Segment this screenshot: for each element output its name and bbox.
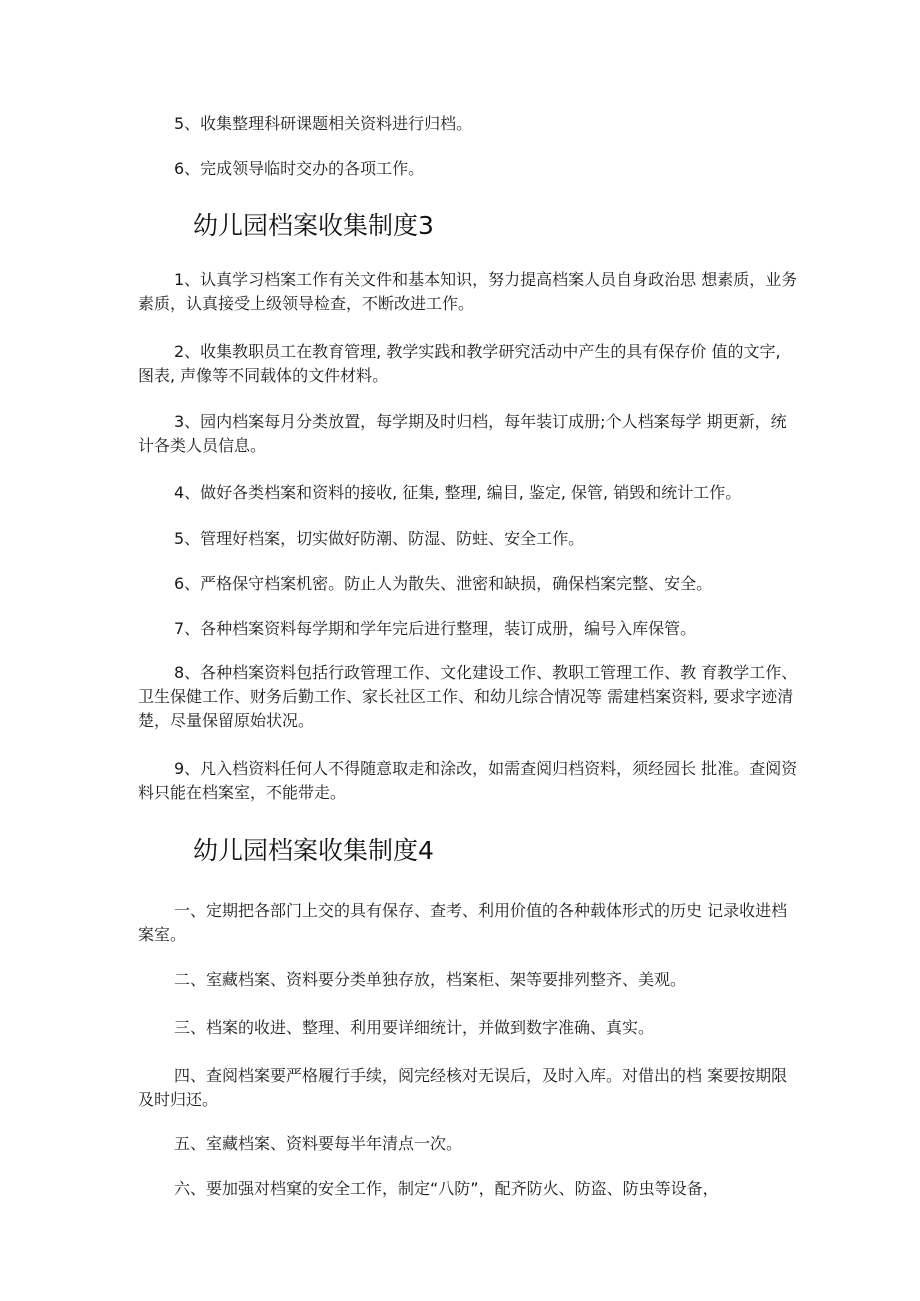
section-4-item-1: 一、定期把各部门上交的具有保存、查考、利用价值的各种载体形式的历史 记录收进档案室。 [138, 901, 788, 944]
section-4-item-2: 二、室藏档案、资料要分类单独存放，档案柜、架等要排列整齐、美观。 [174, 970, 687, 989]
section-3-item-7: 7、各种档案资料每学期和学年完后进行整理，装订成册，编号入库保管。 [174, 619, 697, 638]
section-3-item-6: 6、严格保守档案机密。防止人为散失、泄密和缺损，确保档案完整、安全。 [174, 574, 713, 593]
section-3-item-5: 5、管理好档案，切实做好防潮、防湿、防蛀、安全工作。 [174, 529, 585, 548]
section-3-item-2: 2、收集教职员工在教育管理, 教学实践和教学研究活动中产生的具有保存价 值的文字, 图表, 声像等不同载体的文件材料。 [138, 342, 781, 385]
section-4-item-5: 五、室藏档案、资料要每半年清点一次。 [174, 1134, 463, 1153]
section-4-item-3: 三、档案的收进、整理、利用要详细统计，并做到数字准确、真实。 [174, 1018, 655, 1037]
section-4-item-4: 四、查阅档案要严格履行手续，阅完经核对无误后，及时入库。对借出的档 案要按期限及时归还。 [138, 1066, 788, 1109]
section-3-title: 幼儿园档案收集制度3 [193, 211, 434, 240]
section-3-item-1: 1、认真学习档案工作有关文件和基本知识，努力提高档案人员自身政治思 想素质，业务素质，认真接受上级领导检查，不断改进工作。 [138, 270, 798, 313]
section-3-item-9: 9、凡入档资料任何人不得随意取走和涂改，如需查阅归档资料，须经园长 批准。查阅资料只能在档案室，不能带走。 [138, 759, 798, 802]
section-4-item-6: 六、要加强对档窠的安全工作，制定“八防”，配齐防火、防盗、防虫等设备， [174, 1179, 719, 1198]
intro-item-5: 5、收集整理科研课题相关资料进行归档。 [174, 114, 473, 133]
section-4-title: 幼儿园档案收集制度4 [193, 836, 434, 865]
intro-item-6: 6、完成领导临时交办的各项工作。 [174, 159, 425, 178]
section-3-item-8: 8、各种档案资料包括行政管理工作、文化建设工作、教职工管理工作、教 育教学工作、卫生保健工作、财务后勤工作、家长社区工作、和幼儿综合情况等 需建档案资料, 要求字迹清楚，尽量保留原始状况。 [138, 663, 798, 730]
section-3-item-4: 4、做好各类档案和资料的接收, 征集, 整理, 编目, 鉴定, 保管, 销毁和统计工作。 [174, 483, 742, 502]
section-3-item-3: 3、园内档案每月分类放置，每学期及时归档，每年装订成册;个人档案每学 期更新，统计各类人员信息。 [138, 412, 787, 455]
